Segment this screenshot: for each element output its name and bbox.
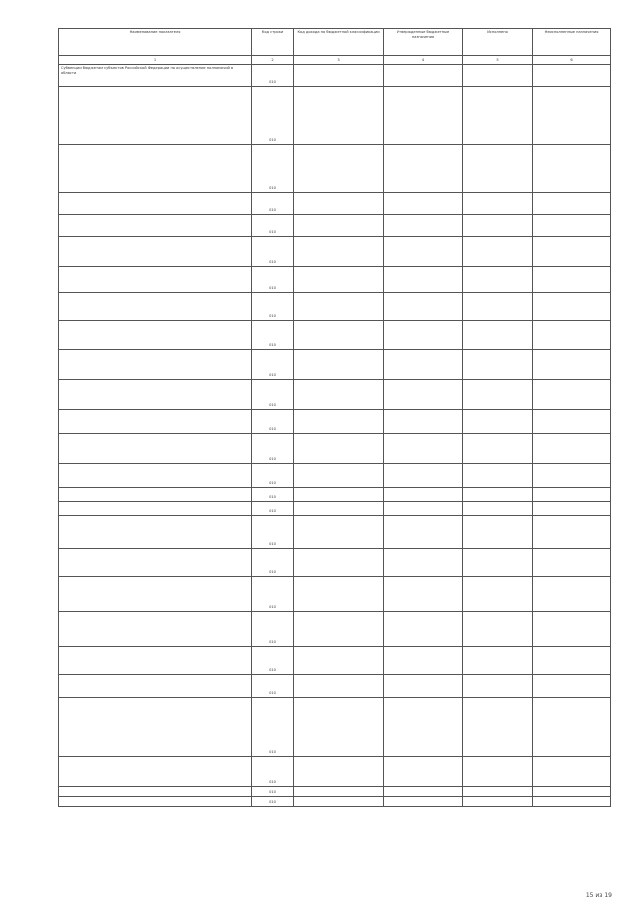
row-unexecuted — [533, 193, 611, 215]
row-line-code: 010 — [252, 350, 294, 380]
row-unexecuted — [533, 145, 611, 193]
column-number: 6 — [533, 56, 611, 65]
row-income-code — [294, 65, 384, 87]
table-row — [59, 215, 611, 237]
row-unexecuted — [533, 502, 611, 516]
row-income-code — [294, 321, 384, 350]
row-income-code — [294, 434, 384, 464]
row-executed — [463, 549, 533, 577]
row-income-code — [294, 675, 384, 698]
row-income-code — [294, 612, 384, 647]
table-row — [59, 549, 611, 577]
table-row — [59, 237, 611, 267]
row-line-code: 010 — [252, 488, 294, 502]
row-executed — [463, 215, 533, 237]
row-income-code — [294, 193, 384, 215]
table-row — [59, 267, 611, 293]
row-approved — [384, 612, 463, 647]
row-unexecuted — [533, 577, 611, 612]
row-approved — [384, 193, 463, 215]
row-approved — [384, 675, 463, 698]
row-approved — [384, 410, 463, 434]
table-row — [59, 787, 611, 797]
row-executed — [463, 350, 533, 380]
row-name — [59, 647, 252, 675]
row-line-code: 010 — [252, 787, 294, 797]
row-name — [59, 612, 252, 647]
row-unexecuted — [533, 464, 611, 488]
row-unexecuted — [533, 675, 611, 698]
row-income-code — [294, 145, 384, 193]
table-body — [59, 65, 611, 807]
report-page — [58, 28, 610, 807]
row-line-code: 010 — [252, 647, 294, 675]
row-name — [59, 698, 252, 757]
row-unexecuted — [533, 87, 611, 145]
row-approved — [384, 65, 463, 87]
row-executed — [463, 193, 533, 215]
row-executed — [463, 293, 533, 321]
row-unexecuted — [533, 267, 611, 293]
row-line-code: 010 — [252, 215, 294, 237]
row-line-code: 010 — [252, 516, 294, 549]
table-row — [59, 757, 611, 787]
row-executed — [463, 380, 533, 410]
row-name — [59, 267, 252, 293]
row-approved — [384, 87, 463, 145]
row-income-code — [294, 647, 384, 675]
row-name — [59, 321, 252, 350]
row-line-code: 010 — [252, 797, 294, 807]
row-approved — [384, 434, 463, 464]
row-line-code: 010 — [252, 612, 294, 647]
row-executed — [463, 267, 533, 293]
row-income-code — [294, 502, 384, 516]
header-name: Наименование показателя — [59, 29, 252, 56]
row-executed — [463, 675, 533, 698]
row-executed — [463, 145, 533, 193]
row-unexecuted — [533, 410, 611, 434]
table-row — [59, 193, 611, 215]
row-unexecuted — [533, 321, 611, 350]
column-number: 5 — [463, 56, 533, 65]
row-approved — [384, 267, 463, 293]
row-approved — [384, 516, 463, 549]
row-income-code — [294, 87, 384, 145]
row-income-code — [294, 410, 384, 434]
row-line-code: 010 — [252, 757, 294, 787]
table-row — [59, 577, 611, 612]
row-name — [59, 516, 252, 549]
row-name — [59, 797, 252, 807]
row-name — [59, 410, 252, 434]
row-income-code — [294, 488, 384, 502]
row-unexecuted — [533, 612, 611, 647]
row-line-code: 010 — [252, 464, 294, 488]
row-approved — [384, 321, 463, 350]
row-executed — [463, 698, 533, 757]
row-name — [59, 464, 252, 488]
row-executed — [463, 488, 533, 502]
row-unexecuted — [533, 65, 611, 87]
row-name — [59, 350, 252, 380]
table-row — [59, 464, 611, 488]
row-line-code: 010 — [252, 237, 294, 267]
row-executed — [463, 787, 533, 797]
row-name — [59, 145, 252, 193]
row-name — [59, 215, 252, 237]
row-executed — [463, 577, 533, 612]
row-approved — [384, 502, 463, 516]
row-income-code — [294, 237, 384, 267]
table-row — [59, 65, 611, 87]
row-line-code: 010 — [252, 675, 294, 698]
row-line-code: 010 — [252, 267, 294, 293]
row-executed — [463, 647, 533, 675]
column-number: 2 — [252, 56, 294, 65]
row-income-code — [294, 464, 384, 488]
row-line-code: 010 — [252, 410, 294, 434]
row-unexecuted — [533, 215, 611, 237]
row-name — [59, 577, 252, 612]
row-approved — [384, 647, 463, 675]
column-number-row — [59, 56, 611, 65]
row-line-code: 010 — [252, 193, 294, 215]
row-unexecuted — [533, 787, 611, 797]
table-row — [59, 87, 611, 145]
header-code: Код строки — [252, 29, 294, 56]
table-row — [59, 321, 611, 350]
row-income-code — [294, 350, 384, 380]
table-row — [59, 797, 611, 807]
row-unexecuted — [533, 698, 611, 757]
row-executed — [463, 757, 533, 787]
row-approved — [384, 797, 463, 807]
row-approved — [384, 577, 463, 612]
row-name — [59, 87, 252, 145]
row-unexecuted — [533, 757, 611, 787]
row-unexecuted — [533, 647, 611, 675]
row-income-code — [294, 267, 384, 293]
row-name — [59, 675, 252, 698]
row-income-code — [294, 516, 384, 549]
row-line-code: 010 — [252, 321, 294, 350]
header-income-code: Код дохода по бюджетной классификации — [294, 29, 384, 56]
row-name — [59, 787, 252, 797]
row-executed — [463, 65, 533, 87]
row-name — [59, 434, 252, 464]
page-number: 15 из 19 — [585, 892, 612, 899]
row-unexecuted — [533, 549, 611, 577]
row-unexecuted — [533, 380, 611, 410]
row-name — [59, 502, 252, 516]
row-line-code: 010 — [252, 698, 294, 757]
row-income-code — [294, 797, 384, 807]
row-unexecuted — [533, 488, 611, 502]
row-approved — [384, 488, 463, 502]
row-name — [59, 237, 252, 267]
column-number: 3 — [294, 56, 384, 65]
row-line-code: 010 — [252, 434, 294, 464]
row-line-code: 010 — [252, 380, 294, 410]
table-row — [59, 434, 611, 464]
row-unexecuted — [533, 434, 611, 464]
row-executed — [463, 410, 533, 434]
row-approved — [384, 350, 463, 380]
row-approved — [384, 380, 463, 410]
row-line-code: 010 — [252, 293, 294, 321]
row-name — [59, 380, 252, 410]
table-row — [59, 350, 611, 380]
table-row — [59, 145, 611, 193]
row-executed — [463, 612, 533, 647]
row-approved — [384, 145, 463, 193]
row-income-code — [294, 549, 384, 577]
row-line-code: 010 — [252, 502, 294, 516]
table-row — [59, 488, 611, 502]
row-name — [59, 757, 252, 787]
table-row — [59, 380, 611, 410]
row-approved — [384, 293, 463, 321]
column-number: 4 — [384, 56, 463, 65]
row-name — [59, 293, 252, 321]
table-header-row — [59, 29, 611, 56]
row-line-code: 010 — [252, 87, 294, 145]
table-row — [59, 675, 611, 698]
row-executed — [463, 237, 533, 267]
row-line-code: 010 — [252, 577, 294, 612]
budget-execution-table — [58, 28, 611, 807]
table-row — [59, 516, 611, 549]
row-unexecuted — [533, 237, 611, 267]
row-income-code — [294, 215, 384, 237]
row-line-code: 010 — [252, 549, 294, 577]
row-approved — [384, 698, 463, 757]
row-executed — [463, 516, 533, 549]
row-approved — [384, 787, 463, 797]
row-approved — [384, 237, 463, 267]
row-unexecuted — [533, 797, 611, 807]
table-row — [59, 293, 611, 321]
table-row — [59, 698, 611, 757]
row-approved — [384, 215, 463, 237]
table-row — [59, 612, 611, 647]
row-executed — [463, 434, 533, 464]
row-unexecuted — [533, 516, 611, 549]
row-approved — [384, 549, 463, 577]
row-line-code: 010 — [252, 65, 294, 87]
row-income-code — [294, 577, 384, 612]
row-approved — [384, 757, 463, 787]
row-executed — [463, 464, 533, 488]
row-executed — [463, 321, 533, 350]
row-executed — [463, 87, 533, 145]
row-executed — [463, 502, 533, 516]
row-name: Субвенции бюджетам субъектов Российской Федерации на осуществление полномочий в области — [59, 65, 252, 87]
row-name — [59, 488, 252, 502]
row-unexecuted — [533, 350, 611, 380]
row-income-code — [294, 293, 384, 321]
row-executed — [463, 797, 533, 807]
table-row — [59, 647, 611, 675]
header-executed: Исполнено — [463, 29, 533, 56]
row-line-code: 010 — [252, 145, 294, 193]
row-income-code — [294, 380, 384, 410]
row-approved — [384, 464, 463, 488]
column-number: 1 — [59, 56, 252, 65]
row-name — [59, 193, 252, 215]
row-income-code — [294, 757, 384, 787]
header-approved: Утвержденные бюджетные назначения — [384, 29, 463, 56]
table-row — [59, 502, 611, 516]
header-unexecuted: Неисполненные назначения — [533, 29, 611, 56]
row-name — [59, 549, 252, 577]
row-income-code — [294, 787, 384, 797]
row-unexecuted — [533, 293, 611, 321]
table-row — [59, 410, 611, 434]
row-income-code — [294, 698, 384, 757]
